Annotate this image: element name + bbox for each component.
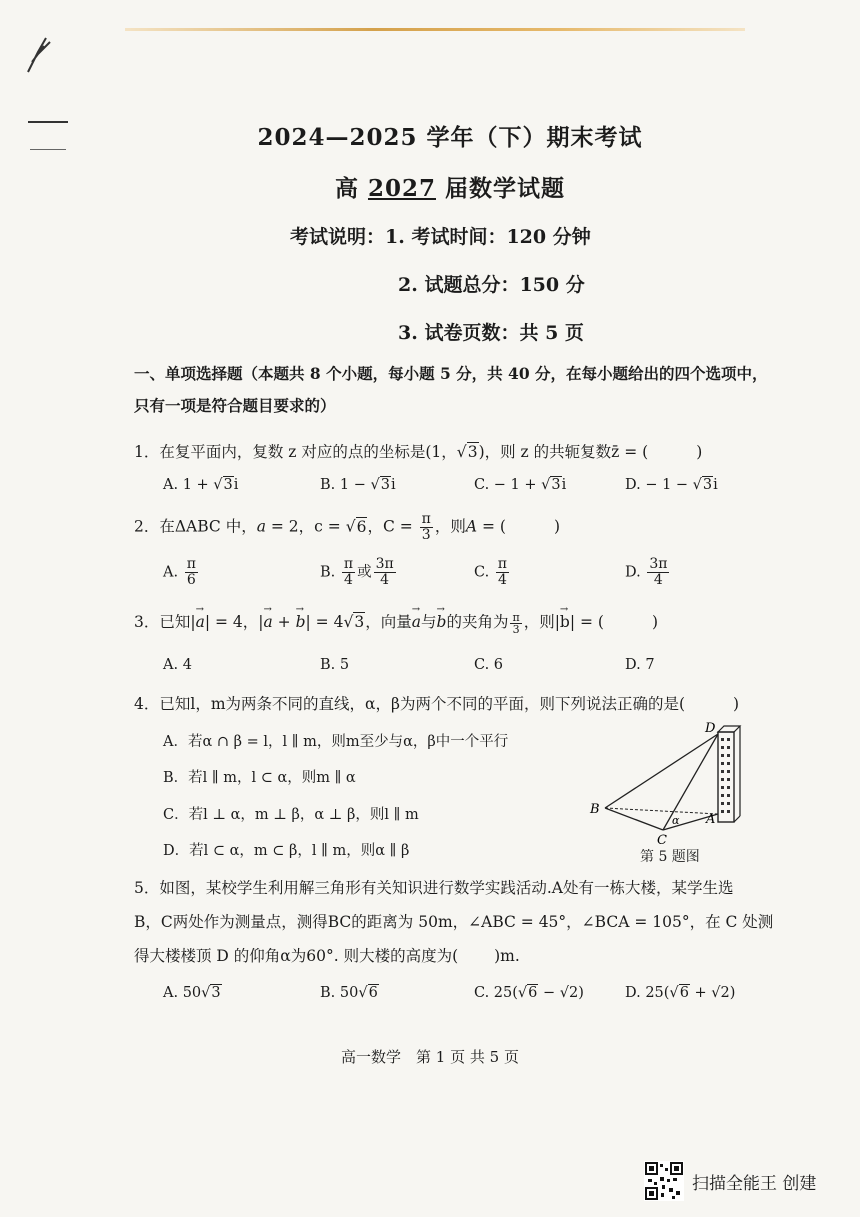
segment-BC <box>605 808 663 830</box>
question-4-option-a: A．若α ∩ β = l，l ∥ m，则m至少与α，β中一个平行 <box>163 734 509 750</box>
page-footer: 高一数学 第 1 页 共 5 页 <box>341 1048 519 1066</box>
question-3-option-a: A. 4 <box>163 657 192 673</box>
exam-instruction-1: 考试说明：1. 考试时间：120 分钟 <box>290 226 591 248</box>
question-2-option-d: D. $\frac{3\pi}{4}$ <box>625 556 668 588</box>
question-5-option-b: B. 50√6 <box>320 985 378 1001</box>
question-4-option-b: B．若l ∥ m，l ⊂ α，则m ∥ α <box>163 770 356 786</box>
question-5-option-d: D. 25(√6 + √2) <box>625 985 736 1001</box>
question-4-option-c: C．若l ⊥ α，m ⊥ β，α ⊥ β，则l ∥ m <box>163 807 419 823</box>
segment-BD <box>605 734 718 808</box>
building-windows <box>721 738 730 813</box>
question-4-option-d: D．若l ⊂ α，m ⊂ β，l ∥ m，则α ∥ β <box>163 843 410 859</box>
figure-5-diagram <box>585 720 755 845</box>
exam-title: 2024—2025 学年（下）期末考试 <box>257 124 643 151</box>
question-5-line-3: 得大楼楼顶 D 的仰角α为60°. 则大楼的高度为( )m. <box>134 947 520 965</box>
section-heading: 一、单项选择题（本题共 8 个小题，每小题 5 分，共 40 分，在每小题给出的四个选项中， 只有一项是符合题目要求的） <box>134 364 768 415</box>
corner-scan-mark <box>24 32 58 76</box>
question-3-option-d: D. 7 <box>625 657 655 673</box>
point-B-label: B <box>590 802 600 817</box>
question-2-option-c: C. $\frac{\pi}{4}$ <box>474 556 507 588</box>
scanner-brand-text: 扫描全能王 创建 <box>692 1173 817 1194</box>
question-1-option-c: C. − 1 + √3i <box>474 477 567 493</box>
question-4-stem: 4．已知l，m为两条不同的直线，α，β为两个不同的平面，则下列说法正确的是( ) <box>134 695 740 713</box>
top-decorative-line <box>125 28 745 31</box>
question-3-option-b: B. 5 <box>320 657 350 673</box>
qr-code-icon <box>644 1161 684 1201</box>
question-5-line-1: 5．如图，某校学生利用解三角形有关知识进行数学实践活动.A处有一栋大楼，某学生选 <box>134 879 734 897</box>
angle-alpha-label: α <box>672 814 680 827</box>
exam-subtitle: 高 2027 届数学试题 <box>334 175 566 202</box>
question-5-option-a: A. 50√3 <box>163 985 221 1001</box>
point-D-label: D <box>705 721 716 736</box>
question-1-option-a: A. 1 + √3i <box>163 477 239 493</box>
segment-BA <box>605 808 718 814</box>
question-1-option-d: D. − 1 − √3i <box>625 477 718 493</box>
exam-instruction-2: 2. 试题总分：150 分 <box>398 274 585 296</box>
question-5-line-2: B，C两处作为测量点，测得BC的距离为 50m，∠ABC = 45°，∠BCA = 105°，在 C 处测 <box>134 913 774 931</box>
question-3-option-c: C. 6 <box>474 657 504 673</box>
question-1-stem: 1．在复平面内，复数 z 对应的点的坐标是(1，√3)，则 z 的共轭复数z̄ = ( ) <box>134 443 703 461</box>
scanner-watermark <box>644 1161 816 1201</box>
figure-5-caption: 第 5 题图 <box>640 849 700 865</box>
point-A-label: A <box>706 812 716 827</box>
question-2-stem: 2．在ΔABC 中，a = 2，c = √6，C = $\frac{\pi}{3}$ ，则A = ( ) <box>134 511 561 543</box>
exam-instruction-3: 3. 试卷页数：共 5 页 <box>398 322 584 344</box>
question-3-stem: 3．已知|a →| = 4，|a → + b →| = 4√3，向量a →与b →的夹角为 $\frac{\pi}{3}$ ，则|b →| = ( ) <box>134 610 658 635</box>
point-C-label: C <box>657 833 667 845</box>
question-1-option-b: B. 1 − √3i <box>320 477 396 493</box>
question-2-option-b: B. $\frac{\pi}{4}$ 或 $\frac{3\pi}{4}$ <box>320 556 394 588</box>
question-5-option-c: C. 25(√6 − √2) <box>474 985 584 1001</box>
question-2-option-a: A. $\frac{\pi}{6}$ <box>163 556 196 588</box>
